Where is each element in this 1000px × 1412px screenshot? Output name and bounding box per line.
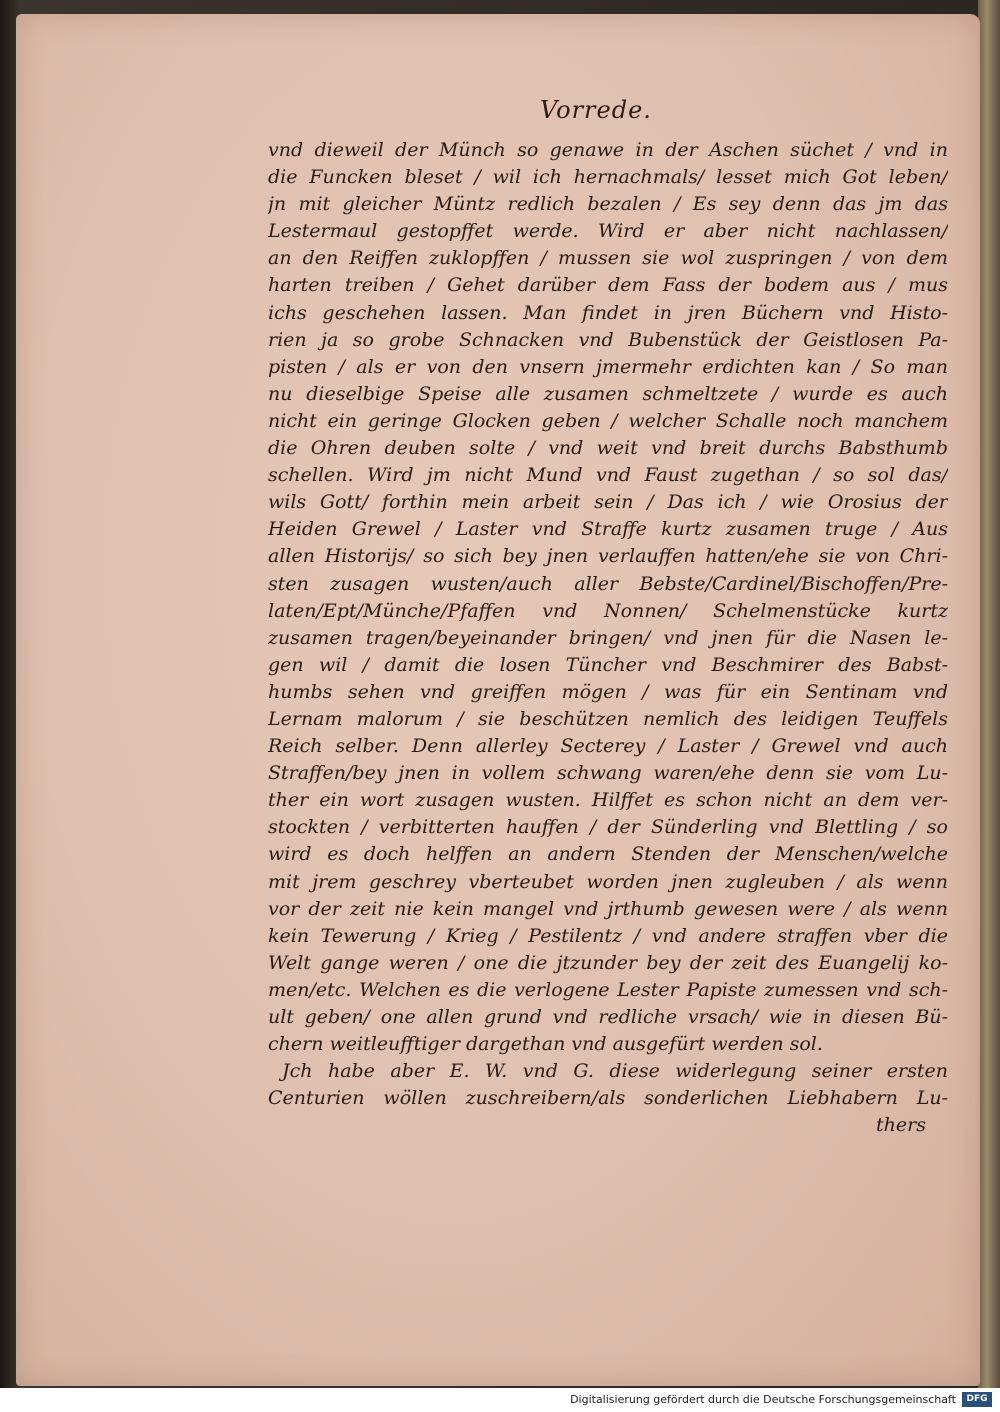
text-line: die Ohren deuben solte / vnd weit vnd breit durchs Babsthumb: [268, 437, 948, 460]
text-line: wird es doch helffen an andern Stenden der Menschen/welche: [268, 843, 948, 866]
text-line: chern weitleufftiger dargethan vnd ausgefürt werden sol.: [268, 1033, 823, 1056]
text-line: stockten / verbitterten hauffen / der Sünderling vnd Blettling / so: [268, 816, 948, 839]
text-line: men/etc. Welchen es die verlogene Lester Papiste zumessen vnd sch-: [268, 978, 948, 1001]
text-line: zusamen tragen/beyeinander bringen/ vnd jnen für die Nasen le-: [268, 626, 948, 649]
text-line: ult geben/ one allen grund vnd redliche vrsach/ wie in diesen Bü-: [268, 1006, 948, 1028]
text-line: humbs sehen vnd greiffen mögen / was für ein Sentinam vnd: [268, 680, 948, 703]
text-line: vnd dieweil der Münch so genawe in der Aschen süchet / vnd in: [268, 139, 948, 161]
text-line: schellen. Wird jm nicht Mund vnd Faust zugethan / so sol das/: [268, 464, 948, 487]
text-line: ichs geschehen lassen. Man findet in jren Büchern vnd Histo-: [268, 301, 948, 324]
footer-credit: Digitalisierung gefördert durch die Deutsche Forschungsgemeinschaft: [570, 1393, 956, 1406]
text-line: Lestermaul gestopffet werde. Wird er aber nicht nachlassen/: [268, 220, 948, 243]
text-line: Jch habe aber E. W. vnd G. diese widerlegung seiner ersten: [282, 1060, 948, 1083]
text-line: die Funcken bleset / wil ich hernachmals/ lesset mich Got leben/: [268, 166, 948, 189]
text-line: kein Tewerung / Krieg / Pestilentz / vnd andere straffen vber die: [268, 924, 948, 947]
text-line: Reich selber. Denn allerley Secterey / Laster / Grewel vnd auch: [268, 735, 948, 758]
running-head: Vorrede.: [540, 96, 652, 124]
text-line: allen Historijs/ so sich bey jnen verlauffen hatten/ehe sie von Chri-: [268, 545, 948, 568]
text-line: vor der zeit nie kein mangel vnd jrthumb gewesen were / als wenn: [268, 897, 948, 920]
text-line: gen wil / damit die losen Tüncher vnd Beschmirer des Babst-: [268, 653, 948, 676]
text-line: nicht ein geringe Glocken geben / welcher Schalle noch manchem: [268, 409, 948, 432]
text-line: mit jrem geschrey vberteubet worden jnen zugleuben / als wenn: [268, 870, 948, 893]
text-line: harten treiben / Gehet darüber dem Fass der bodem aus / mus: [268, 274, 948, 297]
catchword: thers: [876, 1114, 926, 1137]
text-line: ther ein wort zusagen wusten. Hilffet es schon nicht an dem ver-: [268, 789, 948, 812]
text-line: an den Reiffen zuklopffen / mussen sie wol zuspringen / von dem: [268, 247, 948, 270]
text-line: Lernam malorum / sie beschützen nemlich des leidigen Teuffels: [268, 707, 948, 730]
text-block: [268, 137, 948, 1139]
footer-bar: [0, 1388, 1000, 1412]
text-line: Centurien wöllen zuschreibern/als sonderlichen Liebhabern Lu-: [268, 1087, 948, 1110]
text-line: pisten / als er von den vnsern jmermehr erdichten kan / So man: [268, 355, 948, 378]
book-edge: [978, 0, 1000, 1388]
text-line: wils Gott/ forthin mein arbeit sein / Das ich / wie Orosius der: [268, 491, 948, 514]
text-line: sten zusagen wusten/auch aller Bebste/Cardinel/Bischoffen/Pre-: [268, 572, 948, 595]
text-line: jn mit gleicher Müntz redlich bezalen / Es sey denn das jm das: [268, 193, 948, 216]
text-line: Straffen/bey jnen in vollem schwang waren/ehe denn sie vom Lu-: [268, 762, 948, 785]
dfg-logo: DFG: [962, 1392, 992, 1407]
text-line: Welt gange weren / one die jtzunder bey der zeit des Euangelij ko-: [268, 951, 948, 974]
text-line: laten/Ept/Münche/Pfaffen vnd Nonnen/ Schelmenstücke kurtz: [268, 599, 948, 622]
text-line: Heiden Grewel / Laster vnd Straffe kurtz zusamen truge / Aus: [268, 518, 948, 541]
text-line: nu dieselbige Speise alle zusamen schmeltzete / wurde es auch: [268, 382, 948, 405]
text-line: rien ja so grobe Schnacken vnd Bubenstück der Geistlosen Pa-: [268, 328, 948, 351]
